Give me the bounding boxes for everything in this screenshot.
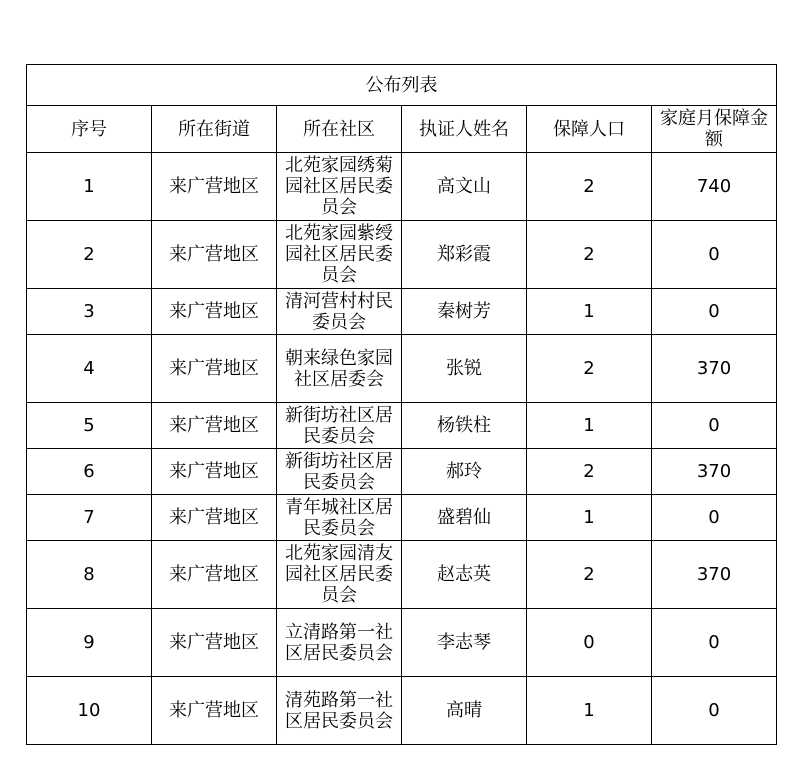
cell-monthly-amount: 370 [652,335,777,403]
cell-street: 来广营地区 [152,449,277,495]
cell-monthly-amount: 0 [652,677,777,745]
cell-serial: 8 [27,541,152,609]
cell-covered-people: 1 [527,677,652,745]
cell-serial: 3 [27,289,152,335]
cell-monthly-amount: 0 [652,495,777,541]
cell-covered-people: 2 [527,335,652,403]
cell-serial: 9 [27,609,152,677]
header-street: 所在街道 [152,106,277,153]
cell-street: 来广营地区 [152,495,277,541]
cell-covered-people: 1 [527,495,652,541]
table-title-row [27,65,777,106]
cell-covered-people: 2 [527,449,652,495]
cell-covered-people: 1 [527,403,652,449]
cell-monthly-amount: 0 [652,609,777,677]
cell-community-text: 清河营村村民委员会 [285,290,393,333]
cell-community-text: 清苑路第一社区居民委员会 [285,689,393,732]
cell-community [277,609,402,677]
cell-serial: 6 [27,449,152,495]
cell-covered-people: 2 [527,153,652,221]
table-row [27,541,777,609]
header-monthly-amount [652,106,777,153]
cell-serial: 7 [27,495,152,541]
cell-community-text: 青年城社区居民委员会 [285,496,393,539]
header-serial: 序号 [27,106,152,153]
table-row [27,153,777,221]
cell-street: 来广营地区 [152,335,277,403]
table-header-row [27,106,777,153]
cell-community-text: 新街坊社区居民委员会 [285,404,393,447]
cell-community-text: 立清路第一社区居民委员会 [285,621,393,664]
cell-holder-name: 高文山 [402,153,527,221]
public-list-table [26,64,777,745]
cell-holder-name: 杨铁柱 [402,403,527,449]
cell-community [277,403,402,449]
cell-street: 来广营地区 [152,221,277,289]
table-row [27,289,777,335]
cell-holder-name: 高晴 [402,677,527,745]
cell-street: 来广营地区 [152,289,277,335]
cell-monthly-amount: 370 [652,541,777,609]
cell-monthly-amount: 370 [652,449,777,495]
cell-holder-name: 郑彩霞 [402,221,527,289]
cell-community [277,495,402,541]
cell-serial: 4 [27,335,152,403]
cell-community [277,221,402,289]
table-row [27,449,777,495]
cell-street: 来广营地区 [152,541,277,609]
cell-community-text: 北苑家园绣菊园社区居民委员会 [285,155,393,218]
cell-street: 来广营地区 [152,609,277,677]
cell-community-text: 北苑家园清友园社区居民委员会 [285,543,393,606]
cell-covered-people: 2 [527,541,652,609]
cell-serial: 2 [27,221,152,289]
header-holder-name: 执证人姓名 [402,106,527,153]
cell-holder-name: 李志琴 [402,609,527,677]
cell-holder-name: 张锐 [402,335,527,403]
cell-covered-people: 1 [527,289,652,335]
cell-monthly-amount: 0 [652,289,777,335]
cell-community [277,449,402,495]
cell-covered-people: 0 [527,609,652,677]
header-monthly-amount-text: 家庭月保障金额 [660,108,769,150]
cell-holder-name: 郝玲 [402,449,527,495]
cell-street: 来广营地区 [152,403,277,449]
cell-community [277,677,402,745]
cell-community-text: 朝来绿色家园社区居委会 [285,347,393,390]
cell-street: 来广营地区 [152,677,277,745]
cell-monthly-amount: 0 [652,403,777,449]
cell-monthly-amount: 0 [652,221,777,289]
cell-serial: 1 [27,153,152,221]
cell-community [277,153,402,221]
cell-holder-name: 盛碧仙 [402,495,527,541]
cell-monthly-amount: 740 [652,153,777,221]
table-row [27,335,777,403]
cell-street: 来广营地区 [152,153,277,221]
header-covered-people: 保障人口 [527,106,652,153]
table-title: 公布列表 [27,65,777,106]
cell-community [277,541,402,609]
cell-community-text: 新街坊社区居民委员会 [285,450,393,493]
table-row [27,677,777,745]
cell-holder-name: 赵志英 [402,541,527,609]
cell-community [277,335,402,403]
cell-serial: 5 [27,403,152,449]
cell-community [277,289,402,335]
cell-covered-people: 2 [527,221,652,289]
cell-holder-name: 秦树芳 [402,289,527,335]
header-community: 所在社区 [277,106,402,153]
cell-serial: 10 [27,677,152,745]
cell-community-text: 北苑家园紫绶园社区居民委员会 [285,223,393,286]
table-row [27,609,777,677]
table-row [27,221,777,289]
table-row [27,403,777,449]
table-row [27,495,777,541]
